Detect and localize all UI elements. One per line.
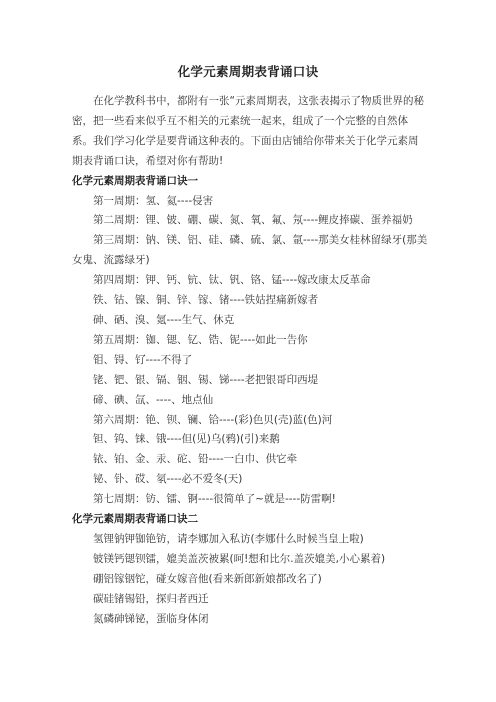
mnemonic-line: 第三周期：钠、镁、铝、硅、磷、硫、氯、氩----那美女桂林留绿牙(那美女鬼、流露绿牙) (72, 234, 428, 267)
mnemonic-line: 氮磷砷锑铋，蛋临身体闭 (93, 612, 209, 625)
mnemonic-line: 第四周期：钾、钙、钪、钛、钒、铬、锰----嫁改康太反革命 (93, 274, 371, 287)
mnemonic-line: 第六周期：铯、钡、镧、铪----(彩)色贝(壳)蓝(色)河 (93, 413, 333, 426)
mnemonic-line: 第二周期：锂、铍、硼、碳、氮、氧、氟、氖----鲤皮捧碳、蛋养福奶 (93, 214, 413, 227)
mnemonic-line: 钽、钨、铼、锇----但(见)乌(鸦)(引)来鹅 (93, 433, 280, 446)
mnemonic-line: 铍镁钙锶钡镭，媲美盖茨被累(呵!想和比尔.盖茨媲美,小心累着) (93, 552, 386, 565)
section-heading-1: 化学元素周期表背诵口诀一 (72, 174, 198, 187)
mnemonic-line: 铁、钴、镍、铜、锌、镓、锗----铁姑捏痛新嫁者 (93, 294, 319, 307)
article-body (72, 92, 428, 629)
mnemonic-line: 硼铝镓铟铊，碰女嫁音他(看来新郎新娘都改名了) (93, 572, 322, 585)
section-heading-2: 化学元素周期表背诵口诀二 (72, 513, 198, 526)
mnemonic-line: 第五周期：铷、锶、钇、锆、铌----如此一告你 (93, 333, 308, 346)
mnemonic-line: 铑、钯、银、镉、铟、锡、锑----老把银哥印西堤 (93, 373, 319, 386)
mnemonic-line: 铱、铂、金、汞、砣、铅----一白巾、供它牵 (93, 453, 298, 466)
page-title: 化学元素周期表背诵口诀 (177, 64, 319, 79)
mnemonic-line: 钼、锝、钌----不得了 (93, 353, 193, 366)
mnemonic-line: 氢锂钠钾铷铯钫，请李娜加入私访(李娜什么时候当皇上啦) (93, 532, 364, 545)
intro-paragraph: 在化学教科书中，都附有一张“元素周期表，这张表揭示了物质世界的秘密，把一些看来似乎互不相关的元素统一起来，组成了一个完整的自然体系。我们学习化学是要背诵这种表的。下面由店铺给你带来关于化学元素周期表背诵口诀，希望对你有帮助! (72, 95, 424, 167)
mnemonic-line: 第七周期：钫、镭、锕----很简单了~就是----防雷啊! (93, 493, 336, 506)
mnemonic-line: 第一周期：氢、氦----侵害 (93, 194, 214, 207)
section-2-lines (72, 530, 428, 630)
mnemonic-line: 碳硅锗锡铅，探归者西迁 (93, 592, 209, 605)
mnemonic-line: 碲、碘、氙、----、地点仙 (93, 393, 214, 406)
mnemonic-line: 铋、钋、砹、氡----必不爱冬(天) (93, 473, 243, 486)
mnemonic-line: 砷、硒、溴、氪----生气、休克 (93, 313, 235, 326)
section-1-lines (72, 192, 428, 511)
